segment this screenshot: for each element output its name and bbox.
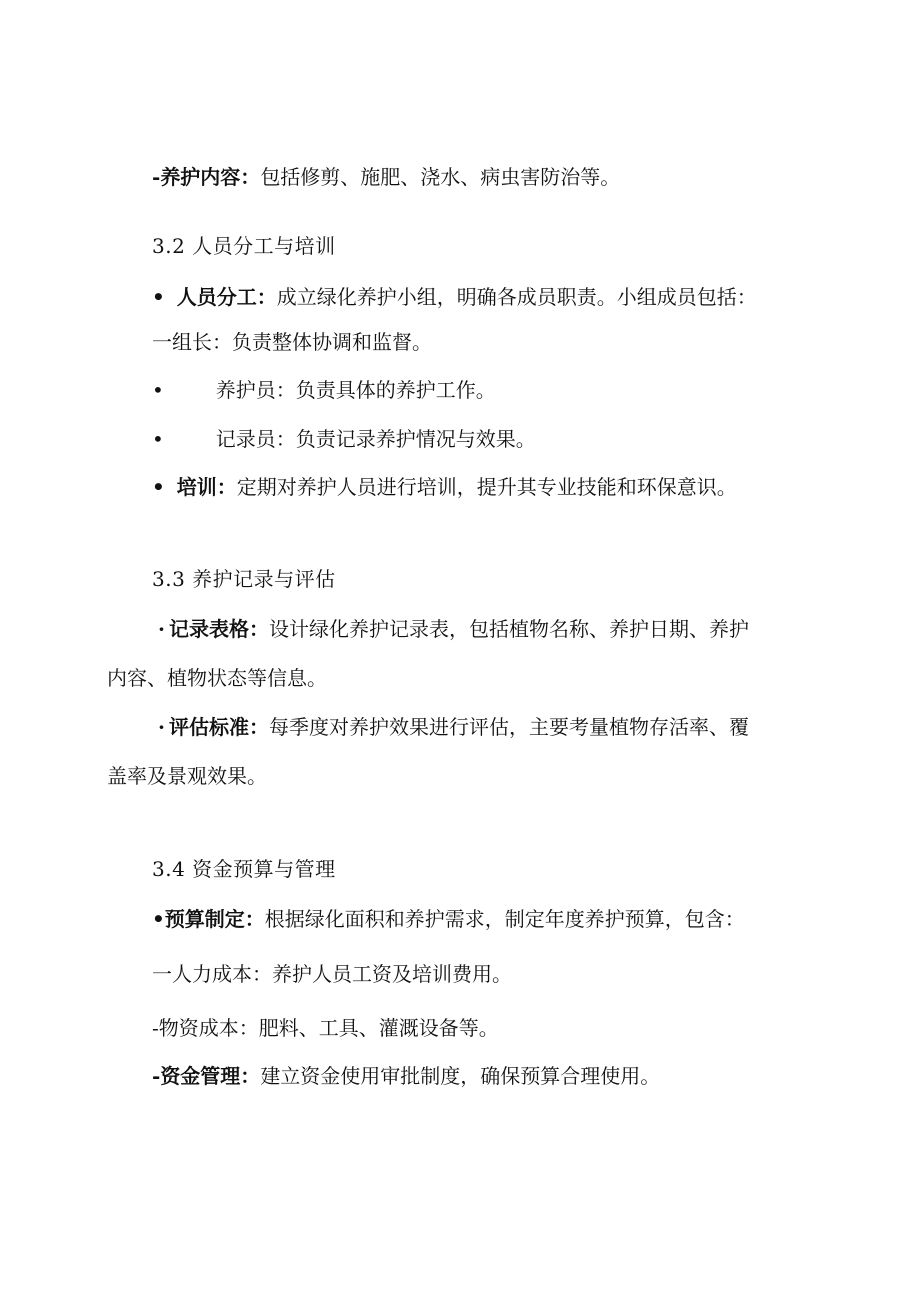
bullet-icon: • xyxy=(152,378,164,402)
bullet-icon: • xyxy=(152,427,164,451)
bullet-icon: · xyxy=(158,617,165,641)
dash-prefix: - xyxy=(152,165,161,189)
training-line xyxy=(152,473,737,501)
caretaker-text: 养护员：负责具体的养护工作。 xyxy=(215,378,496,402)
record-form-text: 设计绿化养护记录表，包括植物名称、养护日期、养护 xyxy=(268,617,749,641)
bullet-icon: • xyxy=(152,285,165,309)
bullet-icon: • xyxy=(152,475,165,499)
maintenance-content-line xyxy=(152,163,620,191)
evaluation-standard-text: 每季度对养护效果进行评估，主要考量植物存活率、覆 xyxy=(268,715,749,739)
caretaker-line xyxy=(152,376,496,404)
recorder-text: 记录员：负责记录养护情况与效果。 xyxy=(215,427,536,451)
labor-cost-line: 一人力成本：养护人员工资及培训费用。 xyxy=(152,962,512,986)
fund-management-label: 资金管理： xyxy=(160,1064,261,1088)
evaluation-standard-line xyxy=(158,713,749,741)
record-form-label: 记录表格： xyxy=(168,617,269,641)
staff-division-line xyxy=(152,283,757,311)
budget-formulation-text: 根据绿化面积和养护需求，制定年度养护预算，包含： xyxy=(264,907,745,931)
fund-management-text: 建立资金使用审批制度，确保预算合理使用。 xyxy=(260,1064,661,1088)
recorder-line xyxy=(152,425,536,453)
fund-management-line xyxy=(152,1062,660,1090)
dash-prefix: - xyxy=(152,1064,161,1088)
maintenance-content-text: 包括修剪、施肥、浇水、病虫害防治等。 xyxy=(260,165,621,189)
record-form-line xyxy=(158,615,749,643)
maintenance-content-label: 养护内容： xyxy=(160,165,261,189)
budget-formulation-line xyxy=(152,905,745,933)
bullet-icon: • xyxy=(152,907,165,931)
team-leader-line: 一组长：负责整体协调和监督。 xyxy=(152,330,432,354)
training-label: 培训： xyxy=(176,475,237,499)
staff-division-label: 人员分工： xyxy=(176,285,277,309)
material-cost-line: -物资成本：肥料、工具、灌溉设备等。 xyxy=(152,1016,499,1040)
budget-formulation-label: 预算制定： xyxy=(164,907,265,931)
training-text: 定期对养护人员进行培训，提升其专业技能和环保意识。 xyxy=(236,475,737,499)
evaluation-standard-label: 评估标准： xyxy=(168,715,269,739)
staff-division-text: 成立绿化养护小组，明确各成员职责。小组成员包括： xyxy=(276,285,757,309)
record-form-continuation: 内容、植物状态等信息。 xyxy=(107,666,327,690)
bullet-icon: · xyxy=(158,715,165,739)
section-heading-3-4: 3.4 资金预算与管理 xyxy=(152,857,336,881)
section-heading-3-3: 3.3 养护记录与评估 xyxy=(152,567,336,591)
section-heading-3-2: 3.2 人员分工与培训 xyxy=(152,234,336,258)
evaluation-standard-continuation: 盖率及景观效果。 xyxy=(107,764,267,788)
